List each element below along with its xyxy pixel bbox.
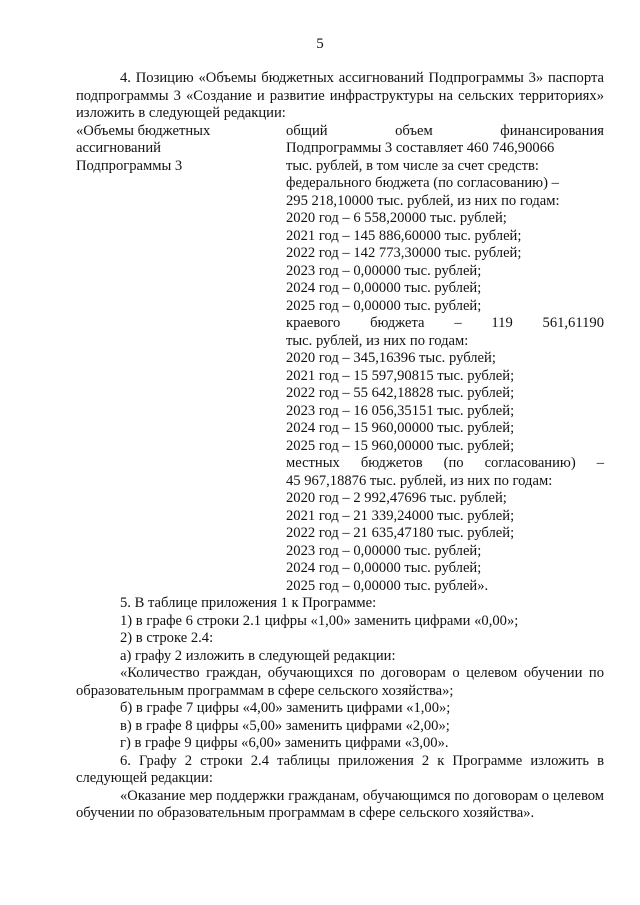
passport-right-line: 2024 год – 0,00000 тыс. рублей; [286, 560, 482, 576]
subitem-paragraph: а) графу 2 изложить в следующей редакции: [120, 647, 396, 664]
item-6-paragraph: 6. Графу 2 строки 2.4 таблицы приложения 2 к Программе изложить в следующей редакции: [76, 752, 604, 786]
passport-right-line: тыс. рублей, из них по годам: [286, 332, 469, 349]
passport-right-line: местных бюджетов (по согласованию) – [286, 455, 604, 471]
passport-left-line: ассигнований [76, 140, 161, 156]
passport-right-line: 2021 год – 15 597,90815 тыс. рублей; [286, 367, 515, 384]
passport-right-line: 2020 год – 6 558,20000 тыс. рублей; [286, 210, 507, 226]
subitem-paragraph: б) в графе 7 цифры «4,00» заменить цифрами «1,00»; [120, 700, 451, 716]
passport-right-line: 2021 год – 21 339,24000 тыс. рублей; [286, 507, 515, 524]
passport-right-line: 2023 год – 0,00000 тыс. рублей; [286, 262, 482, 279]
passport-right-line: 295 218,10000 тыс. рублей, из них по годам: [286, 192, 560, 209]
passport-right-line: 2025 год – 0,00000 тыс. рублей». [286, 577, 489, 594]
passport-right-line: 2020 год – 345,16396 тыс. рублей; [286, 350, 496, 366]
passport-left-line: Подпрограммы 3 [76, 157, 183, 174]
quoted-text-paragraph: «Оказание мер поддержки гражданам, обучающимся по договорам о целевом обучении по образовательным программам в сфере сельского хозяйства». [76, 787, 604, 821]
document-body [76, 70, 604, 823]
passport-right-line: тыс. рублей, в том числе за счет средств: [286, 157, 539, 174]
passport-right-line: 45 967,18876 тыс. рублей, из них по годам: [286, 472, 553, 489]
passport-left-line: «Объемы бюджетных [76, 122, 211, 139]
passport-right-line: общий объем финансирования [286, 122, 604, 139]
passport-right-line: 2021 год – 145 886,60000 тыс. рублей; [286, 227, 522, 244]
item-4-paragraph: 4. Позицию «Объемы бюджетных ассигнований Подпрограммы 3» паспорта подпрограммы 3 «Создание и развитие инфраструктуры на сельских территориях» изложить в следующей редакции: [76, 70, 604, 121]
passport-left-column [76, 123, 286, 596]
passport-right-column [286, 123, 604, 596]
subitem-paragraph: г) в графе 9 цифры «6,00» заменить цифрами «3,00». [120, 735, 449, 751]
page-number: 5 [316, 36, 324, 52]
passport-table [76, 123, 604, 596]
passport-right-line: краевого бюджета – 119 561,61190 [286, 315, 604, 331]
passport-right-line: 2022 год – 21 635,47180 тыс. рублей; [286, 525, 515, 541]
passport-right-line: 2023 год – 16 056,35151 тыс. рублей; [286, 402, 515, 419]
subitem-paragraph: в) в графе 8 цифры «5,00» заменить цифрами «2,00»; [120, 717, 450, 734]
subitem-paragraph: 2) в строке 2.4: [120, 630, 214, 646]
subitem-paragraph: 1) в графе 6 строки 2.1 цифры «1,00» заменить цифрами «0,00»; [120, 612, 519, 629]
passport-right-line: 2023 год – 0,00000 тыс. рублей; [286, 542, 482, 559]
quoted-text-paragraph: «Количество граждан, обучающихся по договорам о целевом обучении по образовательным программам в сфере сельского хозяйства»; [76, 665, 604, 699]
passport-right-line: 2024 год – 0,00000 тыс. рублей; [286, 280, 482, 296]
passport-right-line: 2025 год – 15 960,00000 тыс. рублей; [286, 437, 515, 454]
passport-right-line: 2022 год – 142 773,30000 тыс. рублей; [286, 245, 522, 261]
passport-right-line: 2020 год – 2 992,47696 тыс. рублей; [286, 490, 507, 506]
passport-right-line: 2025 год – 0,00000 тыс. рублей; [286, 297, 482, 314]
passport-right-line: федерального бюджета (по согласованию) – [286, 175, 559, 191]
passport-right-line: 2022 год – 55 642,18828 тыс. рублей; [286, 385, 515, 401]
passport-right-line: Подпрограммы 3 составляет 460 746,90066 [286, 140, 555, 156]
passport-right-line: 2024 год – 15 960,00000 тыс. рублей; [286, 420, 515, 436]
item-5-heading: 5. В таблице приложения 1 к Программе: [120, 595, 377, 611]
